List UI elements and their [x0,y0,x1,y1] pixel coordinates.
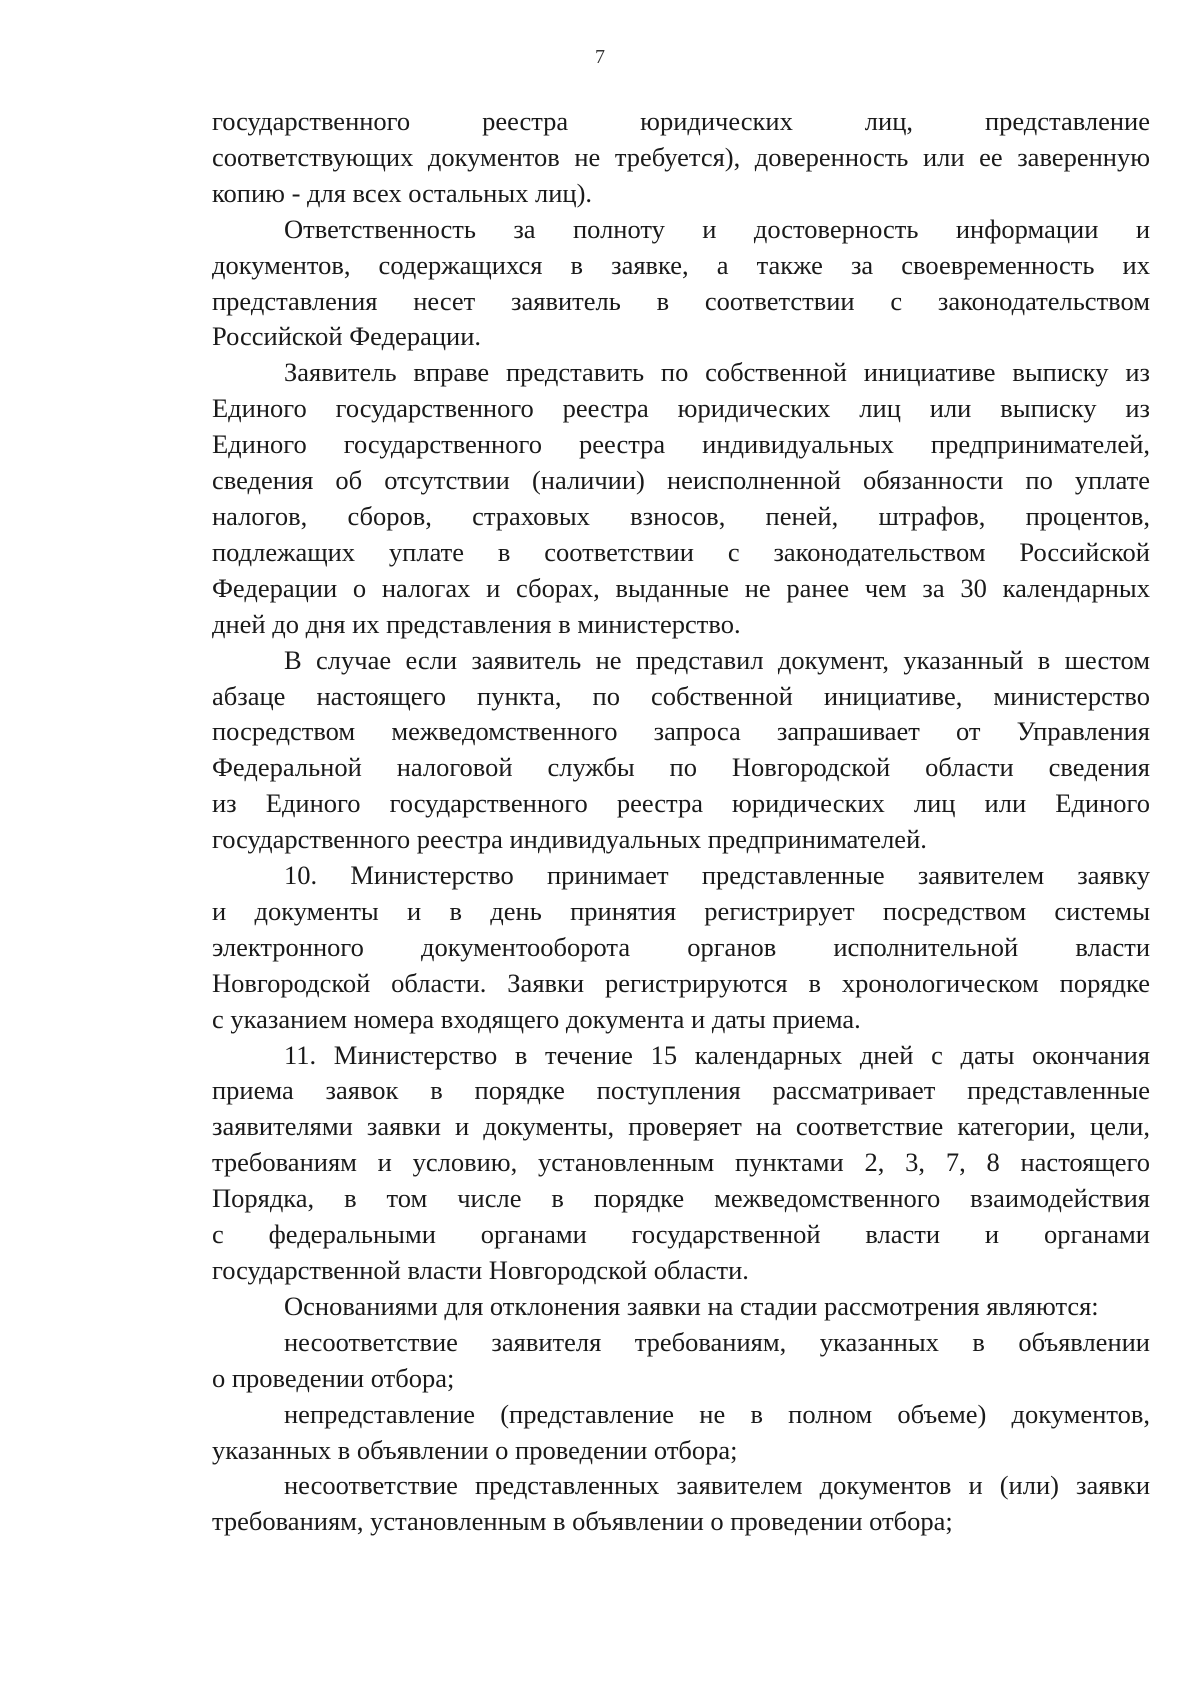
text-line: электронного документооборота органов исполнительной власти [212,931,1150,962]
text-line: Порядка, в том числе в порядке межведомственного взаимодействия [212,1183,1150,1214]
text-line: абзаце настоящего пункта, по собственной инициативе, министерство [212,680,1150,711]
text-line: с указанием номера входящего документа и даты приема. [212,1003,861,1034]
paragraph [212,643,1150,858]
text-line: копию - для всех остальных лиц). [212,177,593,208]
text-line: сведения об отсутствии (наличии) неисполненной обязанности по уплате [212,465,1150,496]
paragraph [212,1325,1150,1397]
text-line: Федеральной налоговой службы по Новгородской области сведения [212,752,1150,783]
text-line: о проведении отбора; [212,1362,455,1393]
text-line: В случае если заявитель не представил документ, указанный в шестом [284,644,1150,675]
body-text [212,104,1150,1540]
text-line: государственного реестра юридических лиц, представление [212,106,1150,136]
text-line: государственного реестра индивидуальных предпринимателей. [212,824,927,855]
page-number: 7 [595,46,605,68]
paragraph [212,1468,1150,1540]
text-line: дней до дня их представления в министерство. [212,608,741,639]
text-line: Федерации о налогах и сборах, выданные не ранее чем за 30 календарных [212,572,1150,603]
text-line: соответствующих документов не требуется), доверенность или ее заверенную [212,141,1150,172]
text-line: налогов, сборов, страховых взносов, пеней, штрафов, процентов, [212,500,1150,531]
text-line: несоответствие представленных заявителем документов и (или) заявки [284,1470,1150,1501]
text-line: приема заявок в порядке поступления рассматривает представленные [212,1075,1150,1106]
text-line: представления несет заявитель в соответствии с законодательством [212,285,1150,316]
text-line: из Единого государственного реестра юридических лиц или Единого [212,788,1150,819]
text-line: заявителями заявки и документы, проверяет на соответствие категории, цели, [212,1111,1150,1142]
text-line: с федеральными органами государственной власти и органами [212,1219,1150,1250]
text-line: требованиям, установленным в объявлении о проведении отбора; [212,1506,953,1537]
paragraph [212,1397,1150,1469]
text-line: требованиям и условию, установленным пунктами 2, 3, 7, 8 настоящего [212,1147,1150,1178]
text-line: 10. Министерство принимает представленные заявителем заявку [284,860,1150,891]
text-line: Единого государственного реестра индивидуальных предпринимателей, [212,429,1150,460]
text-line: государственной власти Новгородской области. [212,1255,749,1285]
text-line: Основаниями для отклонения заявки на стадии рассмотрения являются: [284,1290,1099,1321]
text-line: посредством межведомственного запроса запрашивает от Управления [212,716,1150,747]
text-line: непредставление (представление не в полном объеме) документов, [284,1398,1150,1429]
text-line: Ответственность за полноту и достоверность информации и [284,213,1150,244]
text-line: указанных в объявлении о проведении отбора; [212,1434,738,1465]
text-line: Новгородской области. Заявки регистрируются в хронологическом порядке [212,967,1150,998]
text-line: Российской Федерации. [212,321,481,352]
text-line: несоответствие заявителя требованиям, указанных в объявлении [284,1326,1150,1357]
paragraph [212,355,1150,642]
paragraph [212,1289,1150,1325]
text-line: Заявитель вправе представить по собственной инициативе выписку из [284,357,1150,388]
paragraph [212,1038,1150,1289]
text-line: документов, содержащихся в заявке, а также за своевременность их [212,249,1150,280]
paragraph [212,104,1150,212]
text-line: 11. Министерство в течение 15 календарных дней с даты окончания [284,1039,1150,1070]
text-line: подлежащих уплате в соответствии с законодательством Российской [212,536,1150,567]
text-line: и документы и в день принятия регистрирует посредством системы [212,895,1150,926]
text-line: Единого государственного реестра юридических лиц или выписку из [212,393,1150,424]
paragraph [212,212,1150,356]
paragraph [212,858,1150,1038]
